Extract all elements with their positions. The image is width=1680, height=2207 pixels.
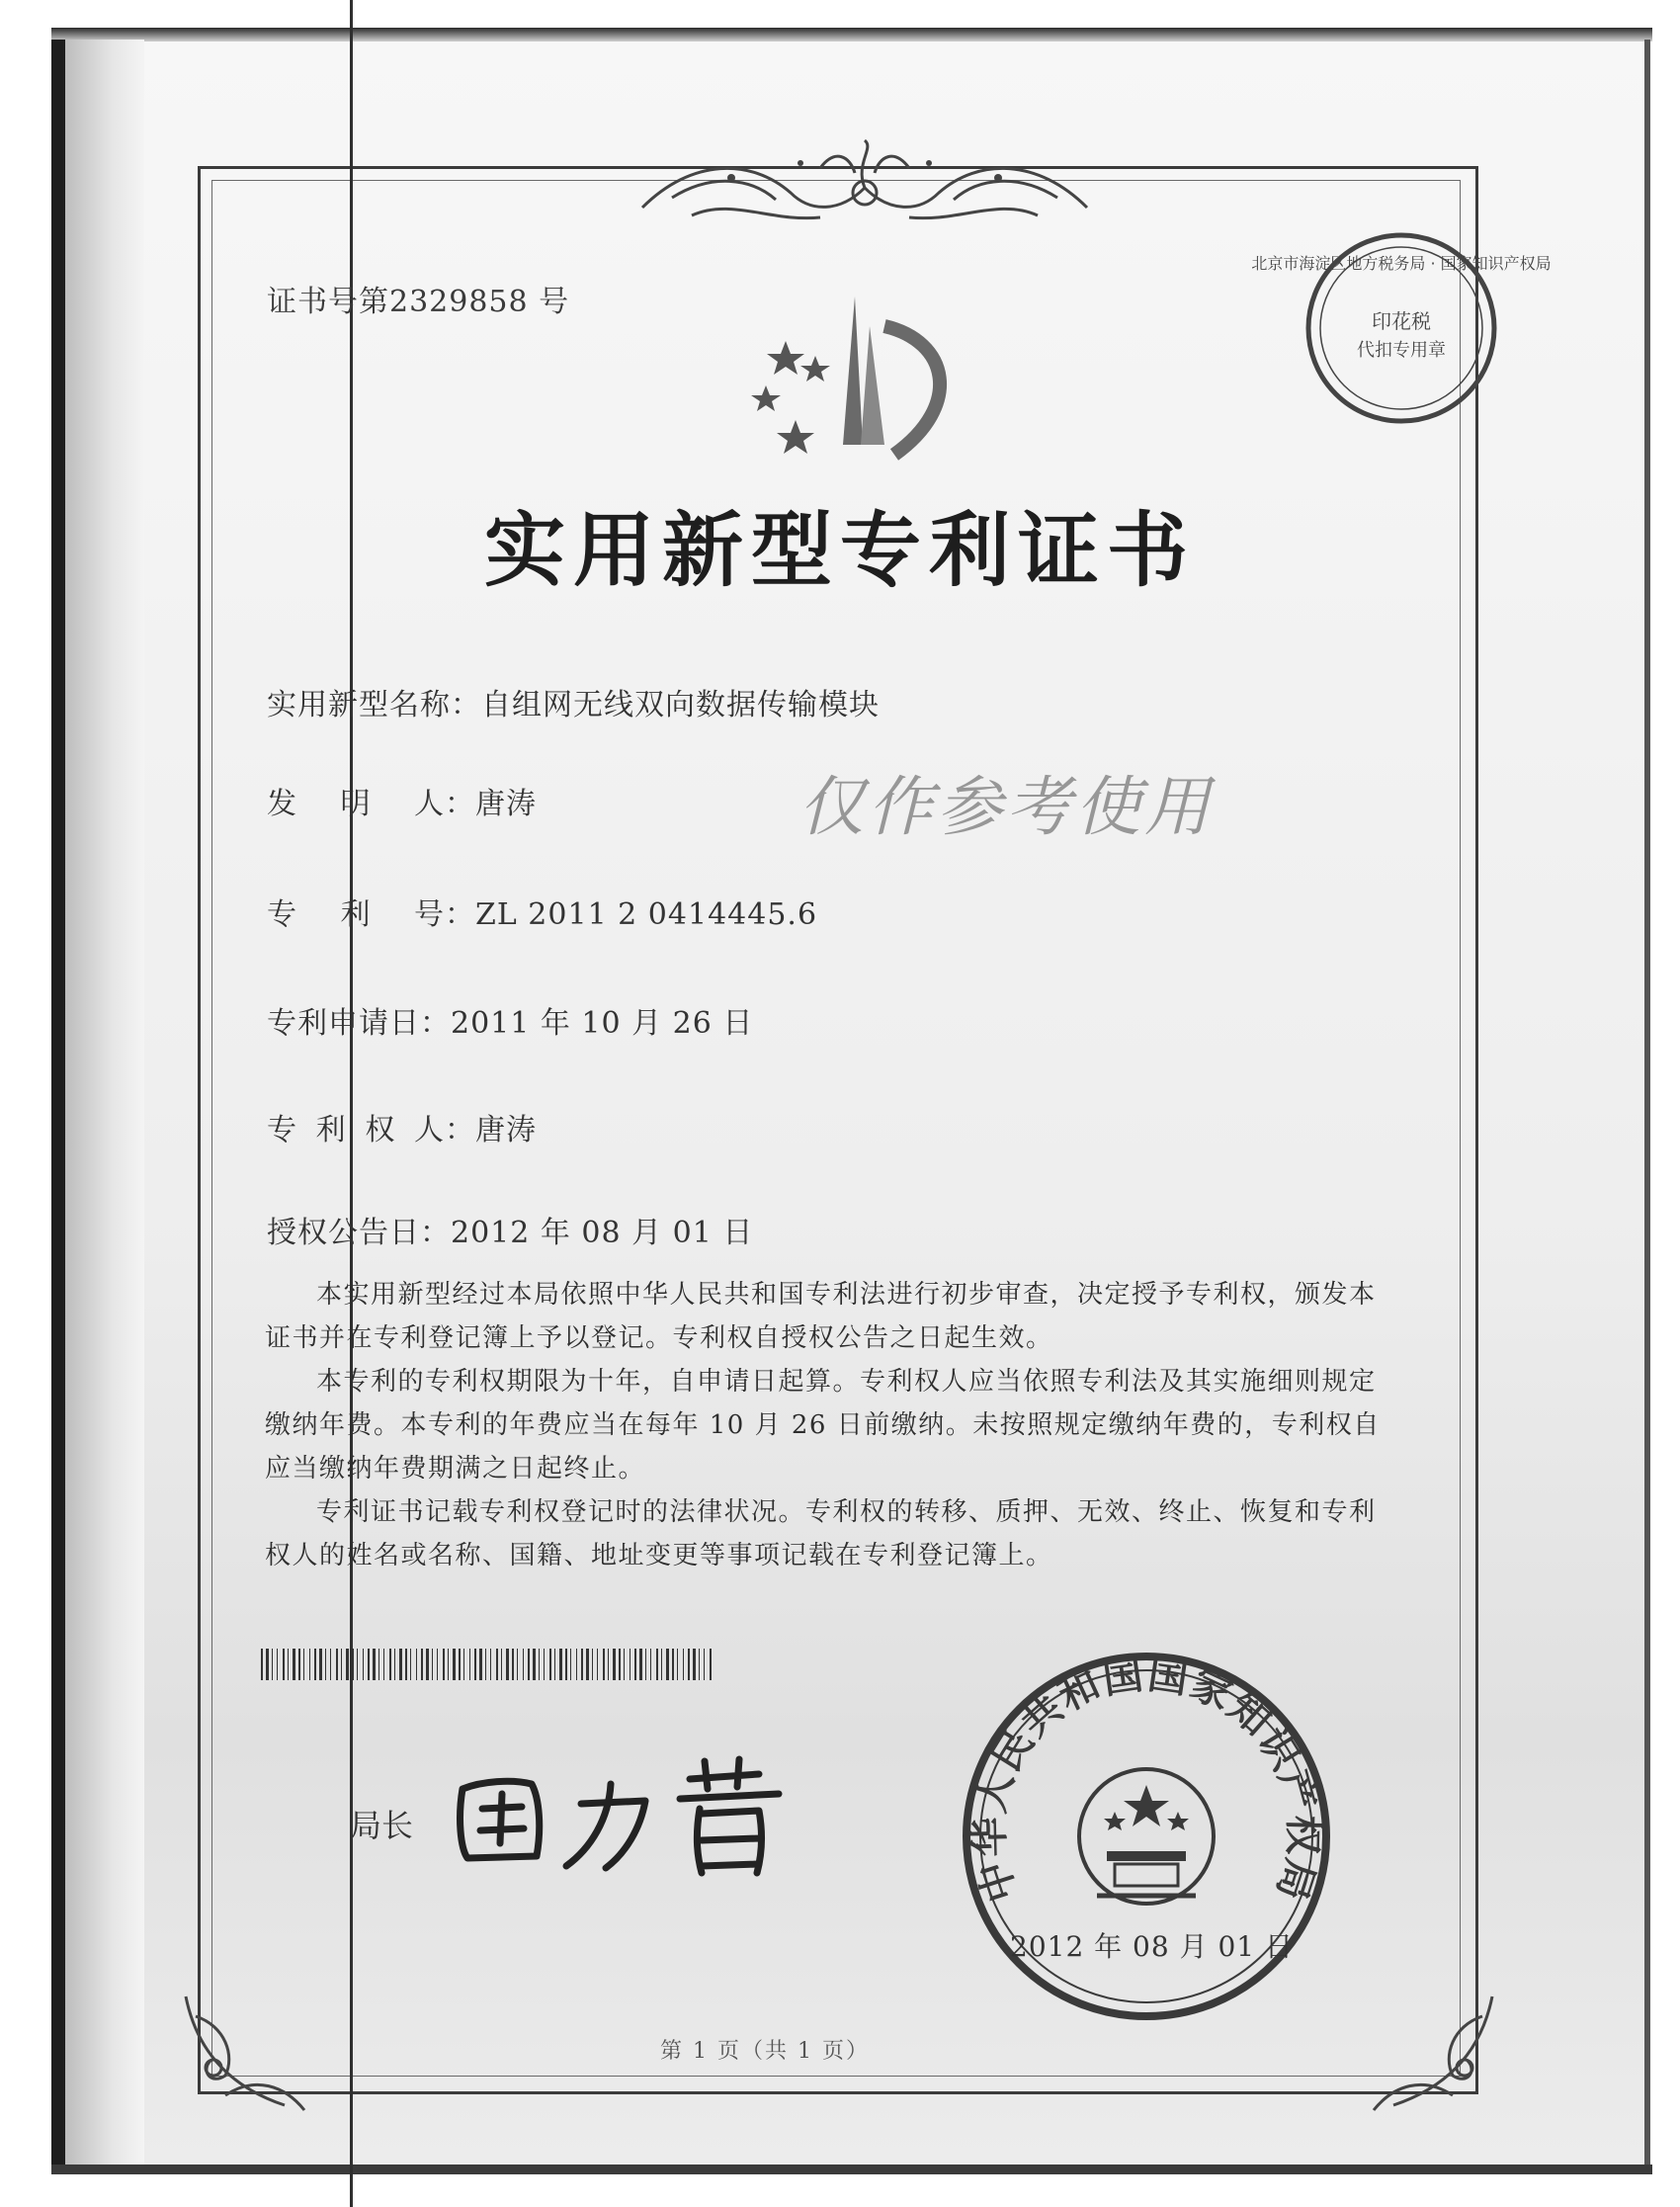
field-patent-number: 专利号：ZL 2011 2 0414445.6 xyxy=(267,890,817,933)
barcode-bar xyxy=(399,1649,402,1680)
barcode-bar xyxy=(517,1649,518,1680)
barcode-bar xyxy=(298,1649,300,1680)
barcode-bar xyxy=(565,1649,567,1680)
corner-ornament-bottom-right-icon xyxy=(1344,1977,1512,2125)
barcode-bar xyxy=(463,1649,464,1680)
barcode-bar xyxy=(330,1649,331,1680)
barcode-bar xyxy=(437,1649,438,1680)
field-application-date: 专利申请日：2011 年 10 月 26 日 xyxy=(267,1006,754,1041)
certificate-number xyxy=(267,277,569,320)
barcode-bar xyxy=(389,1649,391,1680)
barcode-bar xyxy=(336,1649,338,1680)
body-paragraph: 专利证书记载专利权登记时的法律状况。专利权的转移、质押、无效、终止、恢复和专利权人的姓名或名称、国籍、地址变更等事项记载在专利登记簿上。 xyxy=(265,1497,1377,1570)
tax-stamp-center-line2: 代扣专用章 xyxy=(1357,340,1446,361)
barcode-bar xyxy=(704,1649,705,1680)
field-utility-model-name-value: 自组网无线双向数据传输模块 xyxy=(481,688,880,722)
barcode-bar xyxy=(683,1649,684,1680)
field-patentee: 专利权人：唐涛 xyxy=(267,1105,537,1148)
national-emblem-icon xyxy=(1079,1769,1214,1904)
certificate-number-suffix: 号 xyxy=(539,285,570,319)
scan-left-shadow xyxy=(65,40,144,2165)
director-signature xyxy=(443,1749,798,1878)
scan-fold-line xyxy=(350,0,353,2207)
barcode-bar xyxy=(485,1649,486,1680)
barcode-bar xyxy=(363,1649,364,1680)
barcode-bar xyxy=(699,1649,700,1680)
barcode-bar xyxy=(314,1649,316,1680)
barcode-bar xyxy=(283,1649,285,1680)
barcode-bar xyxy=(416,1649,417,1680)
barcode-bar xyxy=(693,1649,696,1680)
certificate-title: 实用新型专利证书 xyxy=(484,504,1197,598)
certificate-number-value: 2329858 xyxy=(389,285,529,319)
barcode-bar xyxy=(634,1649,636,1680)
barcode-bar xyxy=(266,1649,269,1680)
barcode-bar xyxy=(597,1649,598,1680)
barcode-bar xyxy=(479,1649,482,1680)
barcode-bar xyxy=(523,1649,524,1680)
barcode-bar xyxy=(448,1649,449,1680)
certificate-number-label: 证书号第 xyxy=(267,285,389,319)
field-patent-number-value: ZL 2011 2 0414445.6 xyxy=(475,897,818,932)
barcode-bar xyxy=(677,1649,678,1680)
barcode-bar xyxy=(639,1649,642,1680)
barcode-bar xyxy=(373,1649,376,1680)
barcode-bar xyxy=(405,1649,407,1680)
barcode-bar xyxy=(325,1649,326,1680)
tax-stamp-seal xyxy=(1251,229,1552,427)
scan-right-edge xyxy=(1644,40,1650,2165)
barcode-bar xyxy=(549,1649,551,1680)
barcode-bar xyxy=(319,1649,322,1680)
barcode-bar xyxy=(469,1649,470,1680)
barcode-bar xyxy=(672,1649,674,1680)
barcode-bar xyxy=(293,1649,295,1680)
barcode-bar xyxy=(570,1649,571,1680)
field-application-date-label: 专利申请日 xyxy=(267,1006,420,1041)
barcode-bar xyxy=(666,1649,669,1680)
barcode-bar xyxy=(624,1649,625,1680)
field-patentee-label: 专利权人 xyxy=(267,1113,445,1147)
barcode-bar xyxy=(426,1649,429,1680)
tax-stamp-center-line1: 印花税 xyxy=(1372,309,1431,333)
barcode-bar xyxy=(394,1649,395,1680)
barcode-bar xyxy=(528,1649,530,1680)
barcode-bar xyxy=(352,1649,354,1680)
barcode-bar xyxy=(506,1649,509,1680)
barcode-bar xyxy=(608,1649,609,1680)
barcode-bar xyxy=(603,1649,605,1680)
barcode-bar xyxy=(661,1649,662,1680)
barcode-bar xyxy=(533,1649,536,1680)
field-grant-announcement-date-label: 授权公告日 xyxy=(267,1216,420,1250)
field-patentee-value: 唐涛 xyxy=(475,1113,537,1147)
barcode-bar xyxy=(619,1649,621,1680)
barcode-bar xyxy=(453,1649,456,1680)
patent-office-seal xyxy=(959,1649,1334,2024)
barcode-bar xyxy=(261,1649,263,1680)
barcode-bar xyxy=(645,1649,646,1680)
barcode xyxy=(261,1649,712,1680)
seal-ring-text: 中华人民共和国国家知识产权局 xyxy=(966,1652,1326,1908)
field-inventor-label: 发明人 xyxy=(267,787,445,821)
field-application-date-value: 2011 年 10 月 26 日 xyxy=(451,1006,754,1041)
barcode-bar xyxy=(581,1649,583,1680)
barcode-bar xyxy=(490,1649,491,1680)
barcode-bar xyxy=(539,1649,540,1680)
page-footer: 第 1 页（共 1 页） xyxy=(660,2039,870,2064)
barcode-bar xyxy=(586,1649,589,1680)
certificate-body-text xyxy=(265,1273,1387,1577)
scan-top-edge xyxy=(51,28,1652,42)
barcode-bar xyxy=(656,1649,658,1680)
barcode-bar xyxy=(309,1649,310,1680)
field-utility-model-name: 实用新型名称：自组网无线双向数据传输模块 xyxy=(267,688,880,722)
barcode-bar xyxy=(432,1649,433,1680)
reference-only-watermark: 仅作参考使用 xyxy=(798,769,1214,845)
barcode-bar xyxy=(346,1649,349,1680)
barcode-bar xyxy=(501,1649,502,1680)
scan-bottom-edge xyxy=(51,2165,1652,2174)
barcode-bar xyxy=(688,1649,690,1680)
patent-office-emblem-icon xyxy=(736,287,973,484)
barcode-bar xyxy=(341,1649,342,1680)
barcode-bar xyxy=(421,1649,423,1680)
barcode-bar xyxy=(410,1649,411,1680)
barcode-bar xyxy=(277,1649,278,1680)
barcode-bar xyxy=(357,1649,358,1680)
corner-ornament-bottom-left-icon xyxy=(166,1977,334,2125)
field-utility-model-name-label: 实用新型名称 xyxy=(267,688,451,722)
barcode-bar xyxy=(383,1649,384,1680)
field-patent-number-label: 专利号 xyxy=(267,897,445,932)
body-paragraph: 本实用新型经过本局依照中华人民共和国专利法进行初步审查，决定授予专利权，颁发本证书并在专利登记簿上予以登记。专利权自授权公告之日起生效。 xyxy=(265,1280,1377,1353)
field-grant-announcement-date-value: 2012 年 08 月 01 日 xyxy=(451,1216,754,1250)
barcode-bar xyxy=(613,1649,616,1680)
barcode-bar xyxy=(576,1649,577,1680)
top-ornament-icon xyxy=(632,138,1097,232)
barcode-bar xyxy=(592,1649,593,1680)
barcode-bar xyxy=(459,1649,461,1680)
seal-date: 2012 年 08 月 01 日 xyxy=(1010,1930,1295,1963)
barcode-bar xyxy=(710,1649,712,1680)
barcode-bar xyxy=(544,1649,545,1680)
field-inventor-value: 唐涛 xyxy=(475,787,537,821)
barcode-bar xyxy=(650,1649,651,1680)
barcode-bar xyxy=(496,1649,498,1680)
barcode-bar xyxy=(512,1649,514,1680)
barcode-bar xyxy=(554,1649,555,1680)
body-paragraph: 本专利的专利权期限为十年，自申请日起算。专利权人应当依照专利法及其实施细则规定缴纳年费。本专利的年费应当在每年 10 月 26 日前缴纳。未按照规定缴纳年费的，专利权自应当缴纳年费期满之日起终止。 xyxy=(265,1367,1381,1484)
barcode-bar xyxy=(559,1649,562,1680)
field-inventor: 发明人：唐涛 xyxy=(267,779,537,822)
field-grant-announcement-date: 授权公告日：2012 年 08 月 01 日 xyxy=(267,1216,754,1250)
barcode-bar xyxy=(272,1649,273,1680)
barcode-bar xyxy=(288,1649,289,1680)
barcode-bar xyxy=(368,1649,370,1680)
barcode-bar xyxy=(378,1649,379,1680)
director-label: 局长 xyxy=(350,1807,414,1844)
tax-stamp-ring-text: 北京市海淀区地方税务局 · 国家知识产权局 xyxy=(1251,254,1552,273)
barcode-bar xyxy=(303,1649,304,1680)
barcode-bar xyxy=(474,1649,476,1680)
barcode-bar xyxy=(443,1649,445,1680)
scan-left-edge xyxy=(51,40,65,2165)
